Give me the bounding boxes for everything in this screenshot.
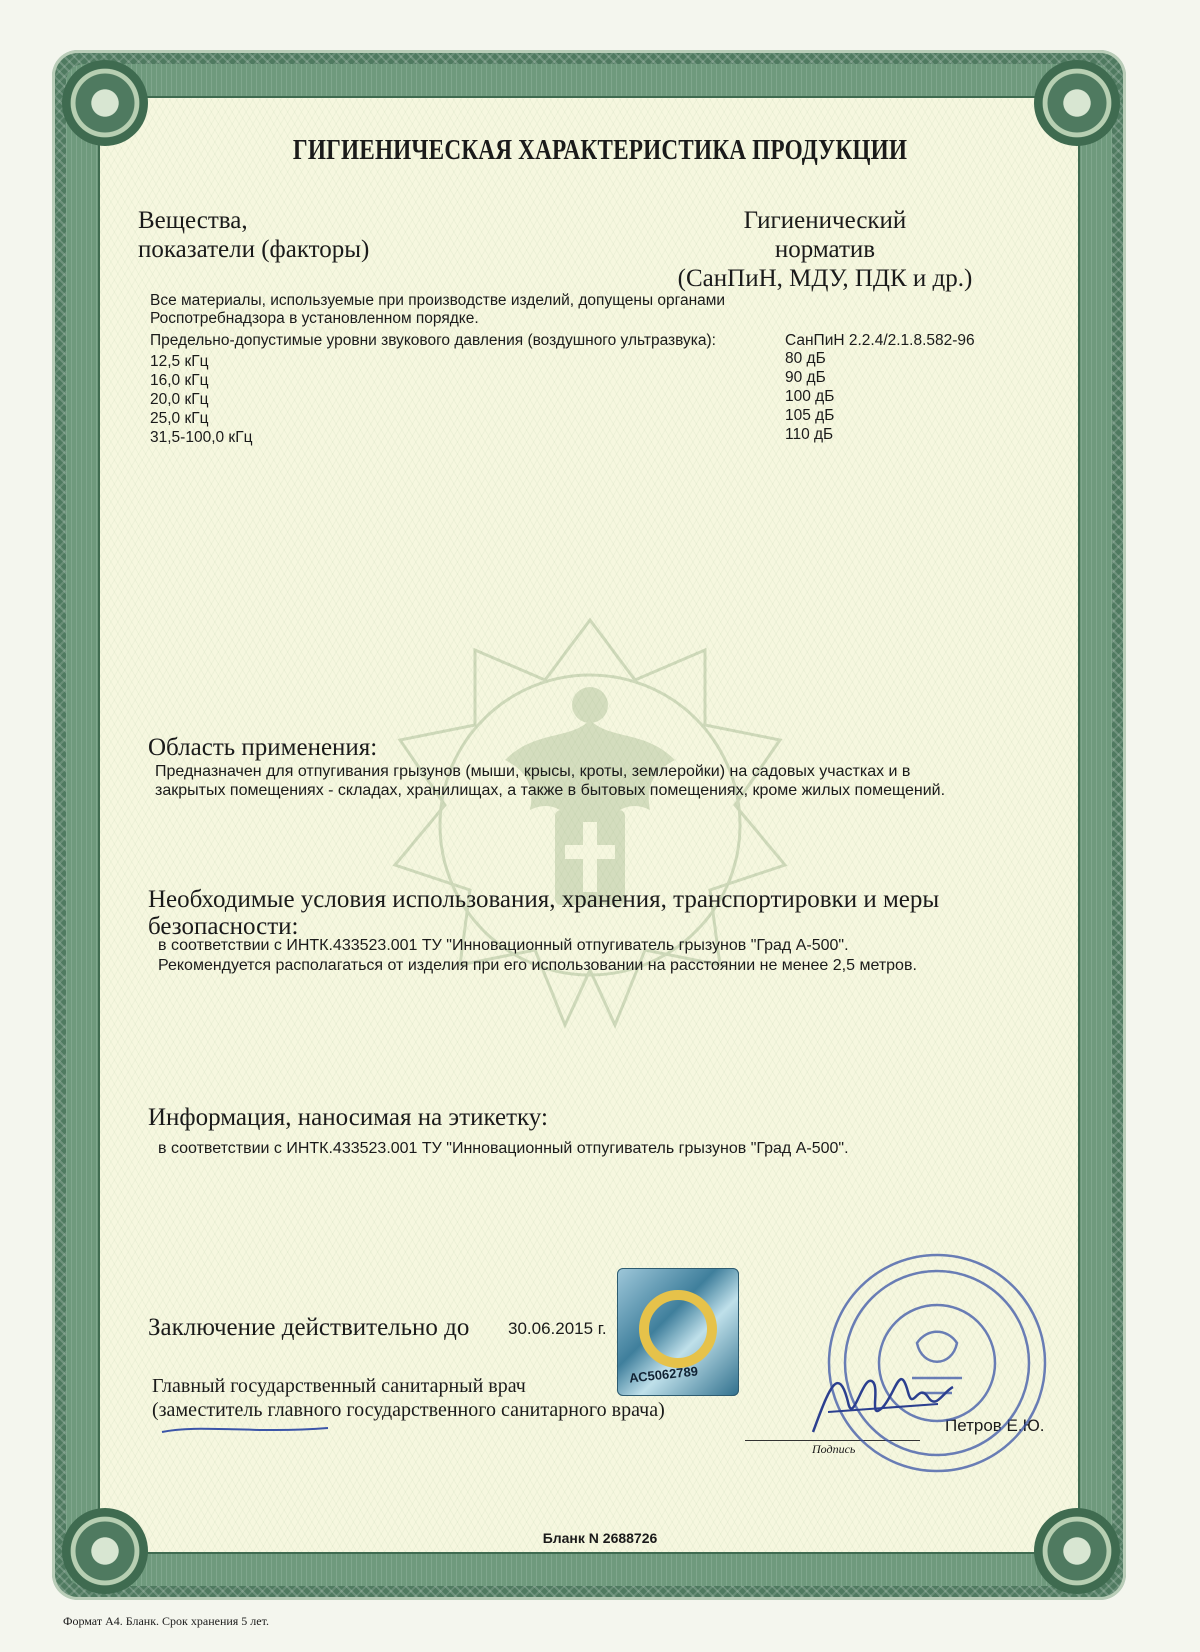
ink-underline bbox=[160, 1420, 330, 1440]
level-item: 90 дБ bbox=[785, 369, 826, 386]
sound-standard: СанПиН 2.2.4/2.1.8.582-96 bbox=[785, 332, 975, 349]
sound-label: Предельно-допустимые уровни звукового давления (воздушного ультразвука): bbox=[150, 332, 716, 349]
hologram-ring bbox=[639, 1290, 717, 1368]
level-item: 80 дБ bbox=[785, 350, 826, 367]
level-item: 100 дБ bbox=[785, 388, 835, 405]
substances-heading-line: Вещества, bbox=[138, 207, 248, 234]
frequency-item: 25,0 кГц bbox=[150, 410, 209, 427]
level-list bbox=[785, 350, 834, 445]
level-item: 110 дБ bbox=[785, 426, 834, 443]
blank-number: Бланк N 2688726 bbox=[542, 1530, 658, 1546]
conditions-title-line: Необходимые условия использования, хранения, транспортировки и меры bbox=[148, 886, 940, 913]
corner-rosette-icon bbox=[62, 60, 148, 146]
substances-heading-line: показатели (факторы) bbox=[138, 236, 370, 263]
materials-line: Все материалы, используемые при производстве изделий, допущены органами bbox=[150, 292, 726, 309]
scope-line: закрытых помещениях - складах, хранилищах, а также в бытовых помещениях, кроме жилых помещений. bbox=[155, 782, 946, 799]
norm-heading-line: норматив bbox=[774, 236, 876, 263]
corner-rosette-icon bbox=[1034, 60, 1120, 146]
corner-rosette-icon bbox=[1034, 1508, 1120, 1594]
handwritten-signature-icon bbox=[808, 1352, 958, 1447]
corner-rosette-icon bbox=[62, 1508, 148, 1594]
conditions-line: в соответствии с ИНТК.433523.001 ТУ "Инновационный отпугиватель грызунов "Град А-500". bbox=[158, 937, 849, 954]
conditions-line: Рекомендуется располагаться от изделия при его использовании на расстоянии не менее 2,5 метров. bbox=[158, 957, 917, 974]
materials-line: Роспотребнадзора в установленном порядке. bbox=[150, 310, 479, 327]
scope-title: Область применения: bbox=[148, 734, 378, 761]
label-info-title: Информация, наносимая на этикетку: bbox=[148, 1104, 548, 1131]
norm-heading-line: (СанПиН, МДУ, ПДК и др.) bbox=[677, 265, 973, 292]
frequency-item: 12,5 кГц bbox=[150, 353, 209, 370]
official-title bbox=[152, 1374, 665, 1422]
validity-label: Заключение действительно до bbox=[148, 1314, 470, 1341]
document-title: ГИГИЕНИЧЕСКАЯ ХАРАКТЕРИСТИКА ПРОДУКЦИИ bbox=[292, 135, 908, 166]
conditions-title bbox=[148, 885, 939, 939]
frequency-item: 20,0 кГц bbox=[150, 391, 209, 408]
scope-line: Предназначен для отпугивания грызунов (мыши, крысы, кроты, землеройки) на садовых участках и в bbox=[155, 763, 911, 780]
scope-text bbox=[155, 762, 945, 800]
label-info-text: в соответствии с ИНТК.433523.001 ТУ "Инновационный отпугиватель грызунов "Град А-500". bbox=[158, 1140, 849, 1157]
signature-caption: Подпись bbox=[812, 1442, 856, 1456]
norm-heading-line: Гигиенический bbox=[743, 207, 907, 234]
official-name: Петров Е.Ю. bbox=[945, 1416, 1045, 1435]
level-item: 105 дБ bbox=[785, 407, 835, 424]
frequency-item: 16,0 кГц bbox=[150, 372, 209, 389]
materials-text bbox=[150, 292, 725, 328]
validity-date: 30.06.2015 г. bbox=[508, 1319, 607, 1338]
norm-heading bbox=[640, 206, 1010, 293]
substances-heading bbox=[138, 206, 369, 264]
footer-note: Формат А4. Бланк. Срок хранения 5 лет. bbox=[63, 1614, 269, 1628]
conditions-title-line: безопасности: bbox=[148, 913, 299, 940]
frequency-item: 31,5-100,0 кГц bbox=[150, 429, 253, 446]
frequency-list bbox=[150, 353, 252, 448]
hologram-number: АС5062789 bbox=[628, 1363, 699, 1386]
official-title-line: (заместитель главного государственного санитарного врача) bbox=[152, 1399, 665, 1421]
official-title-line: Главный государственный санитарный врач bbox=[152, 1375, 526, 1397]
conditions-text bbox=[158, 936, 917, 976]
